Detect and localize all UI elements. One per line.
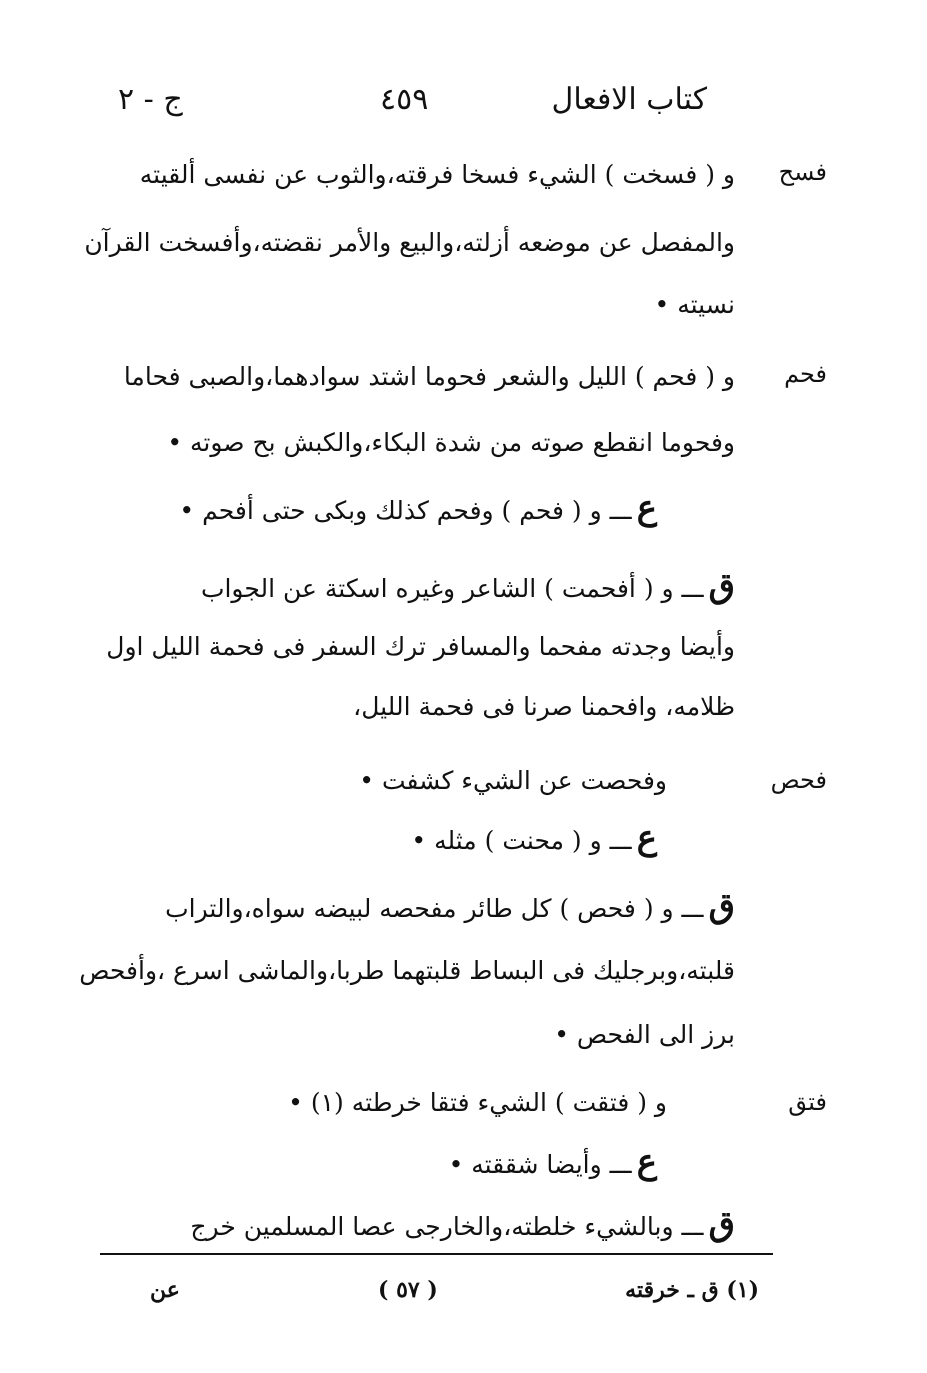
- text-line: قلبته،وبرجليك فى البساط قلبتهما طربا،والماشى اسرع ،وأفحص: [79, 956, 735, 985]
- text-line: وأيضا وجدته مفحما والمسافر ترك السفر فى فحمة الليل اول: [106, 632, 735, 661]
- entry-word: فحم: [784, 360, 827, 388]
- catchword: عن: [150, 1277, 180, 1303]
- book-title: كتاب الافعال: [551, 82, 707, 117]
- sub-entry: [190, 1204, 735, 1244]
- source-tag: ع: [636, 818, 657, 858]
- text-line: وفحصت عن الشيء كشفت •: [359, 766, 667, 795]
- source-tag: ع: [636, 1142, 657, 1182]
- text-line: و ( فسخت ) الشيء فسخا فرقته،والثوب عن نفسى ألقيته: [139, 160, 735, 189]
- text-line: وفحوما انقطع صوته من شدة البكاء،والكبش بح صوته •: [167, 428, 735, 457]
- text-line: ظلامه، وافحمنا صرنا فى فحمة الليل،: [353, 692, 735, 721]
- sub-entry: [449, 1142, 657, 1182]
- text-line: نسيته •: [654, 290, 735, 319]
- text-line: و ( فحم ) الليل والشعر فحوما اشتد سوادهما،والصبى فحاما: [123, 362, 735, 391]
- source-tag: ق: [708, 566, 735, 606]
- text-line: و ( فتقت ) الشيء فتقا خرطته (١) •: [288, 1088, 667, 1117]
- source-tag: ق: [708, 1204, 735, 1244]
- footnote: (١) ق ـ خرقته: [625, 1277, 759, 1303]
- text-line: والمفصل عن موضعه أزلته،والبيع والأمر نقضته،وأفسخت القرآن: [84, 228, 735, 257]
- entry-word: فسح: [778, 158, 827, 186]
- source-tag: ع: [636, 488, 657, 528]
- printed-page-number: ( ٥٧ ): [378, 1277, 438, 1303]
- text-line: برز الى الفحص •: [554, 1020, 735, 1049]
- entry-word: فحص: [770, 766, 827, 794]
- text-line: ـــ و ( أفحمت ) الشاعر وغيره اسكتة عن الجواب: [200, 574, 704, 603]
- sub-entry: [179, 488, 657, 528]
- sub-entry: [201, 566, 735, 606]
- source-tag: ق: [708, 886, 735, 926]
- text-line: ـــ و ( محنت ) مثله •: [411, 826, 632, 855]
- sub-entry: [165, 886, 735, 926]
- footnote-divider: [100, 1253, 773, 1255]
- text-line: ـــ و ( فحص ) كل طائر مفحصه لبيضه سواه،والتراب: [165, 894, 704, 923]
- text-line: ـــ وبالشيء خلطته،والخارجى عصا المسلمين خرج: [190, 1212, 704, 1241]
- volume-label: ج - ٢: [118, 82, 183, 117]
- text-line: ـــ و ( فحم ) وفحم كذلك وبكى حتى أفحم •: [179, 496, 632, 525]
- text-line: ـــ وأيضا شققته •: [448, 1150, 632, 1179]
- page-number: ٤٥٩: [380, 82, 429, 117]
- sub-entry: [411, 818, 657, 858]
- entry-word: فتق: [788, 1088, 827, 1116]
